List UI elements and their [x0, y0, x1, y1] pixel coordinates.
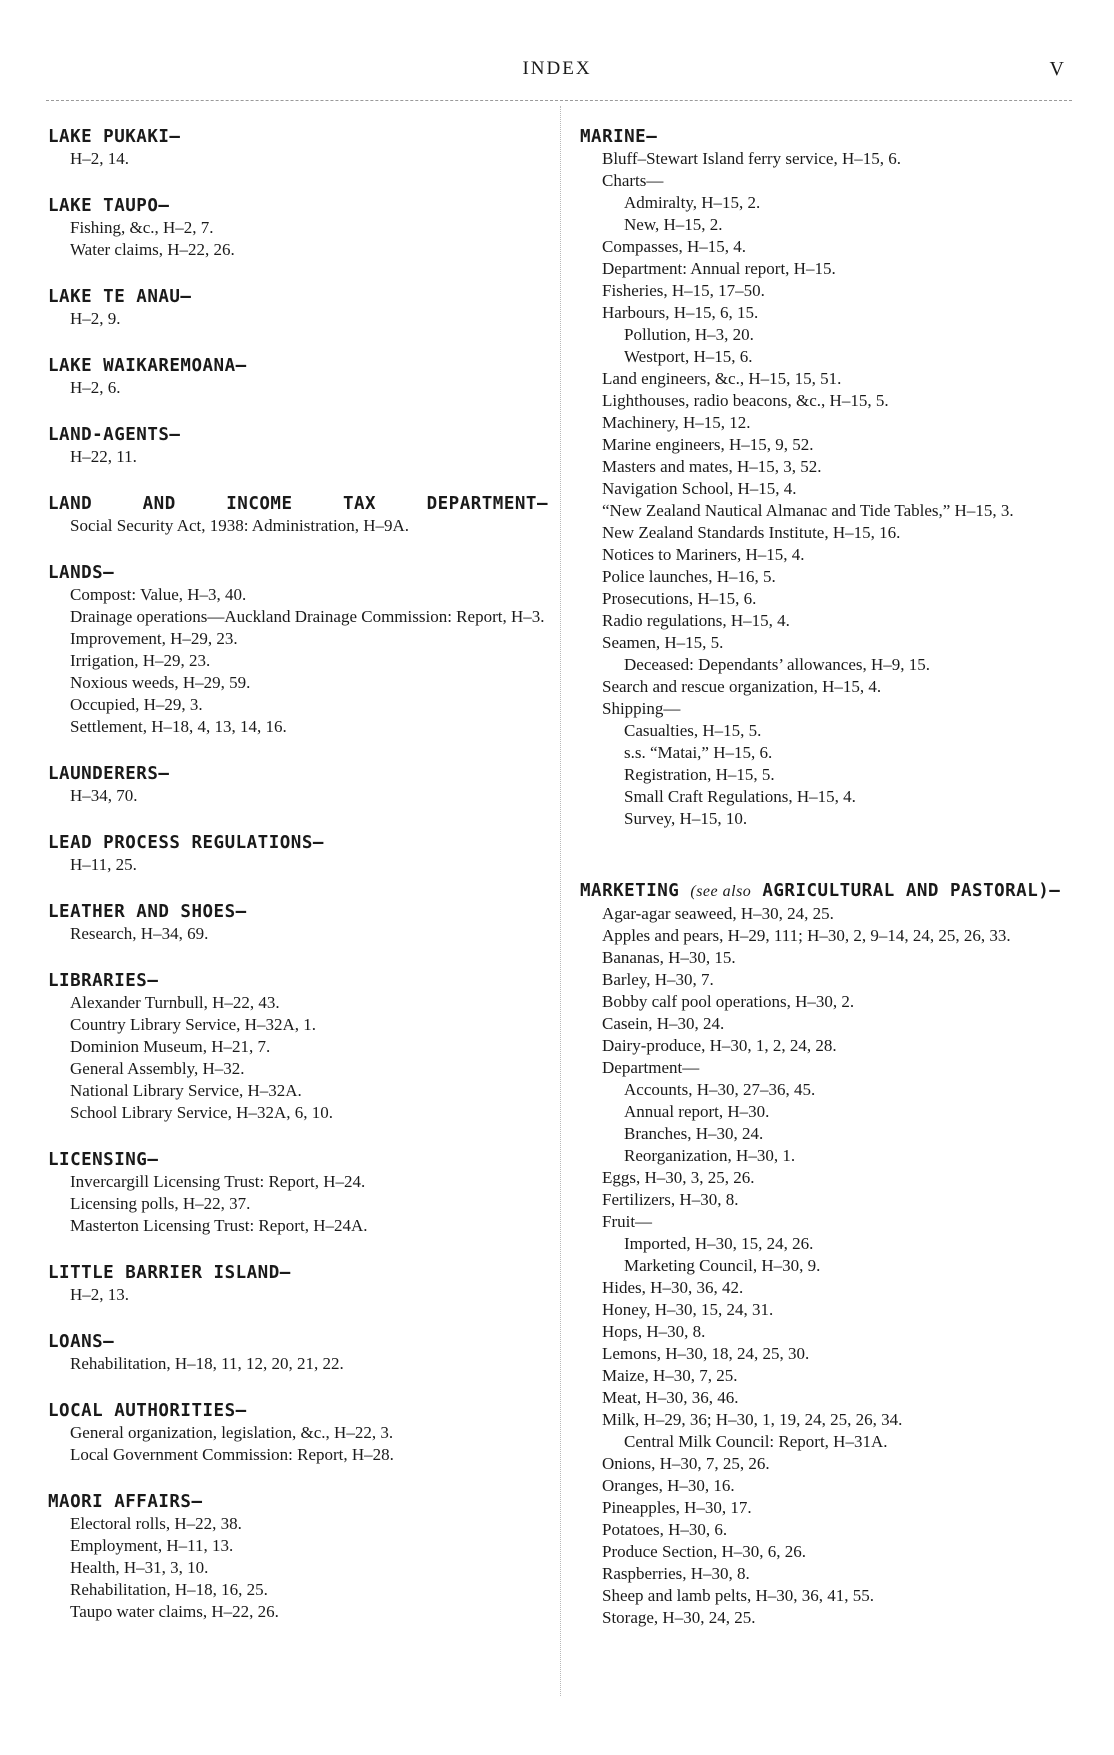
index-entry-item: Masters and mates, H–15, 3, 52. — [602, 457, 822, 476]
index-entry-item: General organization, legislation, &c., H–22, 3. — [70, 1423, 394, 1442]
page-title: INDEX — [522, 58, 592, 79]
index-entry-item: New Zealand Standards Institute, H–15, 16. — [602, 523, 901, 542]
index-entry-licensing — [48, 1149, 548, 1237]
index-entry-item: Honey, H–30, 15, 24, 31. — [602, 1300, 774, 1319]
index-heading: MAORI AFFAIRS— — [48, 1492, 203, 1512]
index-subentry: Branches, H–30, 24. — [624, 1124, 764, 1143]
index-entry-little-barrier-island — [48, 1262, 548, 1306]
index-entry-item: Licensing polls, H–22, 37. — [70, 1194, 251, 1213]
index-entry-item: Navigation School, H–15, 4. — [602, 479, 797, 498]
index-heading: LITTLE BARRIER ISLAND— — [48, 1263, 291, 1283]
index-entry-item: Machinery, H–15, 12. — [602, 413, 751, 432]
index-entry-item: Fertilizers, H–30, 8. — [602, 1190, 739, 1209]
index-entry-item: Research, H–34, 69. — [70, 924, 209, 943]
index-entry-lake-waikaremoana — [48, 355, 548, 399]
index-entry-marketing — [580, 880, 1072, 1629]
index-entry-item: Rehabilitation, H–18, 11, 12, 20, 21, 22. — [70, 1354, 344, 1373]
index-entry-item: Milk, H–29, 36; H–30, 1, 19, 24, 25, 26, 34. — [602, 1410, 903, 1429]
index-heading: LOCAL AUTHORITIES— — [48, 1401, 247, 1421]
index-entry-item: Lemons, H–30, 18, 24, 25, 30. — [602, 1344, 810, 1363]
index-entry-item: National Library Service, H–32A. — [70, 1081, 302, 1100]
index-entry-item: Bananas, H–30, 15. — [602, 948, 736, 967]
index-heading: LIBRARIES— — [48, 971, 159, 991]
index-entry-item: Country Library Service, H–32A, 1. — [70, 1015, 316, 1034]
index-entry-item: Dominion Museum, H–21, 7. — [70, 1037, 271, 1056]
index-subentry: Survey, H–15, 10. — [624, 809, 748, 828]
index-entry-marine — [580, 126, 1072, 830]
index-entry-local-authorities — [48, 1400, 548, 1466]
index-entry-item: Fisheries, H–15, 17–50. — [602, 281, 765, 300]
index-entry-item: Raspberries, H–30, 8. — [602, 1564, 750, 1583]
index-entry-launderers — [48, 763, 548, 807]
index-subentry: Admiralty, H–15, 2. — [624, 193, 761, 212]
index-heading: LEATHER AND SHOES— — [48, 902, 247, 922]
index-entry-land-agents — [48, 424, 548, 468]
index-subentry: New, H–15, 2. — [624, 215, 723, 234]
index-entry-item: Lighthouses, radio beacons, &c., H–15, 5. — [602, 391, 889, 410]
index-entry-item: Invercargill Licensing Trust: Report, H–24. — [70, 1172, 366, 1191]
index-entry-item: Maize, H–30, 7, 25. — [602, 1366, 738, 1385]
index-entry-item: Dairy-produce, H–30, 1, 2, 24, 28. — [602, 1036, 837, 1055]
index-entry-item: H–2, 13. — [70, 1285, 130, 1304]
index-entry-item: “New Zealand Nautical Almanac and Tide Tables,” H–15, 3. — [602, 501, 1014, 520]
index-entry-item: H–2, 9. — [70, 309, 121, 328]
index-subentry: Imported, H–30, 15, 24, 26. — [624, 1234, 814, 1253]
index-entry-item: Irrigation, H–29, 23. — [70, 651, 211, 670]
index-entry-item: Occupied, H–29, 3. — [70, 695, 203, 714]
index-heading: LAKE PUKAKI— — [48, 127, 181, 147]
index-entry-item: Eggs, H–30, 3, 25, 26. — [602, 1168, 755, 1187]
header-rule — [46, 100, 1072, 101]
index-entry-item: Drainage operations—Auckland Drainage Commission: Report, H–3. — [70, 607, 545, 626]
index-entry-item: H–34, 70. — [70, 786, 138, 805]
index-heading: LAND AND INCOME TAX DEPARTMENT— — [48, 494, 548, 514]
index-entry-item: Search and rescue organization, H–15, 4. — [602, 677, 882, 696]
index-entry-item: Sheep and lamb pelts, H–30, 36, 41, 55. — [602, 1586, 874, 1605]
index-entry-item: General Assembly, H–32. — [70, 1059, 245, 1078]
index-entry-item: Hops, H–30, 8. — [602, 1322, 706, 1341]
index-heading: LAND-AGENTS— — [48, 425, 181, 445]
index-entry-item: Water claims, H–22, 26. — [70, 240, 235, 259]
index-entry-item: Settlement, H–18, 4, 13, 14, 16. — [70, 717, 287, 736]
see-also-note: (see also — [690, 883, 752, 900]
index-entry-item: Prosecutions, H–15, 6. — [602, 589, 757, 608]
index-heading: LICENSING— — [48, 1150, 159, 1170]
index-entry-item: Alexander Turnbull, H–22, 43. — [70, 993, 280, 1012]
index-entry-item: Hides, H–30, 36, 42. — [602, 1278, 744, 1297]
index-subentry: Small Craft Regulations, H–15, 4. — [624, 787, 856, 806]
index-entry-item: Compasses, H–15, 4. — [602, 237, 747, 256]
index-heading: MARINE— — [580, 127, 658, 147]
index-entry-item: Local Government Commission: Report, H–28. — [70, 1445, 394, 1464]
index-entry-item: Department: Annual report, H–15. — [602, 259, 836, 278]
index-entry-item: Radio regulations, H–15, 4. — [602, 611, 790, 630]
index-entry-item: Taupo water claims, H–22, 26. — [70, 1602, 279, 1621]
index-entry-lake-taupo — [48, 195, 548, 261]
index-entry-item: H–2, 14. — [70, 149, 130, 168]
index-entry-item: Potatoes, H–30, 6. — [602, 1520, 728, 1539]
index-entry-item: Casein, H–30, 24. — [602, 1014, 725, 1033]
index-heading: LAKE TAUPO— — [48, 196, 170, 216]
index-entry-item: H–11, 25. — [70, 855, 137, 874]
index-entry-item: Bobby calf pool operations, H–30, 2. — [602, 992, 855, 1011]
index-heading: LAKE WAIKAREMOANA— — [48, 356, 247, 376]
index-subentry: Reorganization, H–30, 1. — [624, 1146, 796, 1165]
index-entry-item: School Library Service, H–32A, 6, 10. — [70, 1103, 333, 1122]
index-subentry: Accounts, H–30, 27–36, 45. — [624, 1080, 816, 1099]
index-subentry: Marketing Council, H–30, 9. — [624, 1256, 821, 1275]
index-subentry: Registration, H–15, 5. — [624, 765, 775, 784]
index-entry-item: H–22, 11. — [70, 447, 137, 466]
column-divider — [560, 106, 561, 1696]
index-subentry: Central Milk Council: Report, H–31A. — [624, 1432, 888, 1451]
index-entry-item: Oranges, H–30, 16. — [602, 1476, 735, 1495]
index-entry-lake-te-anau — [48, 286, 548, 330]
index-heading: LOANS— — [48, 1332, 115, 1352]
index-entry-libraries — [48, 970, 548, 1124]
index-entry-item: Apples and pears, H–29, 111; H–30, 2, 9–14, 24, 25, 26, 33. — [602, 926, 1011, 945]
index-entry-lake-pukaki — [48, 126, 548, 170]
index-subentry: Casualties, H–15, 5. — [624, 721, 762, 740]
index-entry-leather-and-shoes — [48, 901, 548, 945]
index-entry-item: Marine engineers, H–15, 9, 52. — [602, 435, 814, 454]
index-entry-item: Agar-agar seaweed, H–30, 24, 25. — [602, 904, 834, 923]
index-entry-item: Fishing, &c., H–2, 7. — [70, 218, 214, 237]
index-heading: LANDS— — [48, 563, 115, 583]
index-entry-item: Rehabilitation, H–18, 16, 25. — [70, 1580, 268, 1599]
index-subentry: Pollution, H–3, 20. — [624, 325, 754, 344]
index-subentry: Annual report, H–30. — [624, 1102, 770, 1121]
index-heading: LEAD PROCESS REGULATIONS— — [48, 833, 324, 853]
index-entry-item: Pineapples, H–30, 17. — [602, 1498, 752, 1517]
index-entry-item: Charts— — [602, 171, 664, 190]
index-entry-item: Social Security Act, 1938: Administration, H–9A. — [70, 516, 410, 535]
index-entry-item: Produce Section, H–30, 6, 26. — [602, 1542, 806, 1561]
index-entry-item: Improvement, H–29, 23. — [70, 629, 238, 648]
index-subentry: Deceased: Dependants’ allowances, H–9, 15. — [624, 655, 931, 674]
index-entry-item: Seamen, H–15, 5. — [602, 633, 724, 652]
index-entry-item: Police launches, H–16, 5. — [602, 567, 776, 586]
index-subentry: Westport, H–15, 6. — [624, 347, 753, 366]
index-entry-item: Masterton Licensing Trust: Report, H–24A. — [70, 1216, 368, 1235]
index-entry-item: Land engineers, &c., H–15, 15, 51. — [602, 369, 842, 388]
index-heading: LAKE TE ANAU— — [48, 287, 192, 307]
index-entry-maori-affairs — [48, 1491, 548, 1623]
index-entry-item: Storage, H–30, 24, 25. — [602, 1608, 756, 1627]
index-entry-item: Barley, H–30, 7. — [602, 970, 714, 989]
index-heading-text: MARKETING — [580, 881, 680, 901]
index-entry-item: Fruit— — [602, 1212, 653, 1231]
index-heading: LAUNDERERS— — [48, 764, 170, 784]
index-entry-item: Department— — [602, 1058, 700, 1077]
index-entry-land-and-income-tax-department — [48, 493, 548, 537]
index-entry-item: Harbours, H–15, 6, 15. — [602, 303, 759, 322]
index-entry-item: Notices to Mariners, H–15, 4. — [602, 545, 805, 564]
page-number: V — [1049, 58, 1064, 80]
index-entry-item: Employment, H–11, 13. — [70, 1536, 234, 1555]
index-entry-item: Onions, H–30, 7, 25, 26. — [602, 1454, 770, 1473]
index-entry-lead-process-regulations — [48, 832, 548, 876]
index-entry-item: Meat, H–30, 36, 46. — [602, 1388, 739, 1407]
index-entry-item: Bluff–Stewart Island ferry service, H–15, 6. — [602, 149, 901, 168]
index-entry-item: H–2, 6. — [70, 378, 121, 397]
index-entry-item: Electoral rolls, H–22, 38. — [70, 1514, 242, 1533]
index-heading-rest: AGRICULTURAL AND PASTORAL)— — [762, 881, 1061, 901]
index-entry-item: Compost: Value, H–3, 40. — [70, 585, 247, 604]
index-entry-item: Health, H–31, 3, 10. — [70, 1558, 209, 1577]
index-entry-lands — [48, 562, 548, 738]
index-entry-item: Noxious weeds, H–29, 59. — [70, 673, 251, 692]
running-head — [0, 58, 1114, 88]
index-column-right — [580, 126, 1072, 1629]
index-heading — [580, 880, 1072, 903]
index-entry-item: Shipping— — [602, 699, 681, 718]
index-subentry: s.s. “Matai,” H–15, 6. — [624, 743, 773, 762]
index-column-left — [48, 126, 548, 1623]
index-entry-loans — [48, 1331, 548, 1375]
